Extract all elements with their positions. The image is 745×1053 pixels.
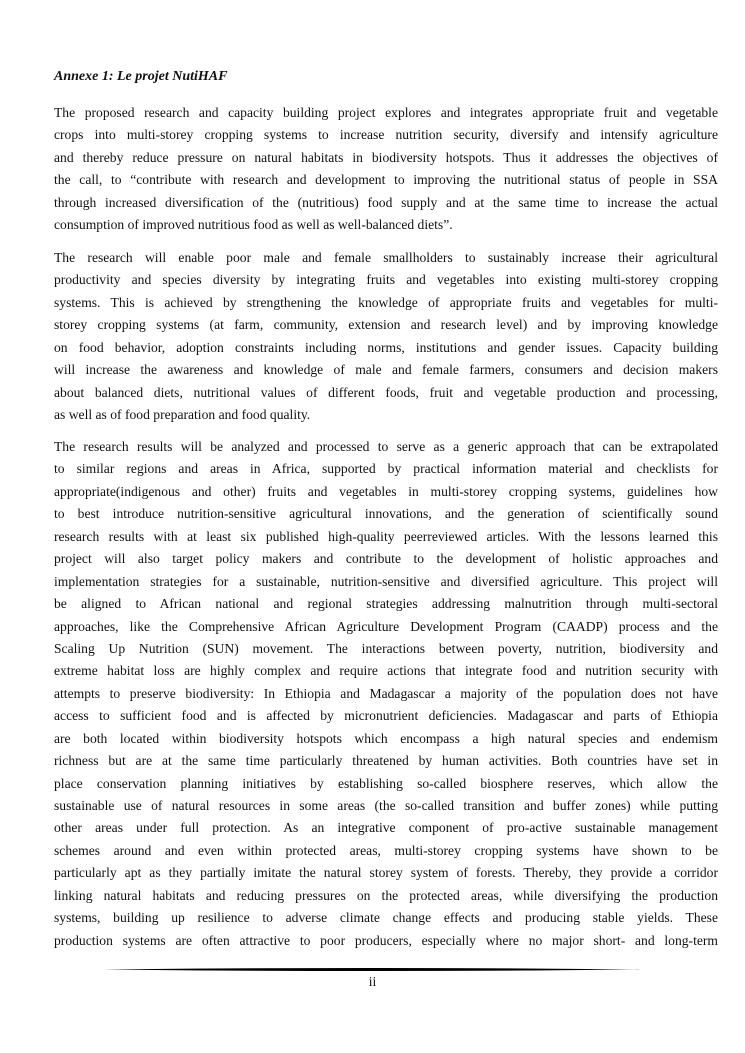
text-line: will increase the awareness and knowledge of male and female farmers, consumers and decision makers — [54, 362, 718, 378]
text-line: other areas under full protection. As an integrative component of pro-active sustainable management — [54, 820, 718, 836]
footer-divider — [103, 967, 641, 972]
text-line: production systems are often attractive to poor producers, especially where no major short- and long-term — [54, 932, 718, 948]
text-line: are both located within biodiversity hotspots which encompass a high natural species and endemism — [54, 730, 718, 746]
text-line: through increased diversification of the (nutritious) food supply and at the same time to increase the actual — [54, 194, 718, 210]
paragraph-2 — [54, 247, 718, 427]
text-line: systems. This is achieved by strengthening the knowledge of appropriate fruits and vegetables for multi- — [54, 294, 718, 310]
page-number: ii — [368, 974, 377, 989]
text-line: research results with at least six published high-quality peerreviewed articles. With the lessons learned this — [54, 528, 718, 544]
text-line: sustainable use of natural resources in some areas (the so-called transition and buffer zones) while putting — [54, 798, 718, 813]
text-line: place conservation planning initiatives by establishing so-called biosphere reserves, which allow the — [54, 775, 718, 791]
text-line: particularly apt as they partially imitate the natural storey system of forests. Thereby, they provide a corridor — [54, 865, 718, 881]
text-line: crops into multi-storey cropping systems to increase nutrition security, diversify and intensify agriculture — [54, 127, 718, 143]
text-line: extreme habitat loss are highly complex and require actions that integrate food and nutrition security with — [54, 663, 718, 679]
text-line: to best introduce nutrition-sensitive agricultural innovations, and the generation of scientifically sound — [54, 506, 718, 522]
text-line: about balanced diets, nutritional values of different foods, fruit and vegetable production and processing, — [54, 384, 718, 400]
text-line: to similar regions and areas in Africa, supported by practical information material and checklists for — [54, 461, 718, 477]
text-line: richness but are at the same time particularly threatened by human activities. Both countries have set in — [54, 753, 718, 769]
text-line: The research will enable poor male and female smallholders to sustainably increase their agricultural — [54, 250, 718, 265]
text-line: attempts to preserve biodiversity: In Ethiopia and Madagascar a majority of the population does not have — [54, 685, 718, 701]
text-line: The research results will be analyzed and processed to serve as a generic approach that can be extrapolated — [54, 439, 718, 454]
text-line: as well as of food preparation and food quality. — [54, 407, 311, 423]
text-line: schemes around and even within protected areas, multi-storey cropping systems have shown to be — [54, 842, 718, 858]
text-line: The proposed research and capacity building project explores and integrates appropriate fruit and vegetable — [54, 105, 718, 120]
text-line: project will also target policy makers and contribute to the development of holistic approaches and — [54, 551, 718, 567]
paragraph-3 — [54, 436, 718, 952]
text-line: appropriate(indigenous and other) fruits and vegetables in multi-storey cropping systems, guidelines how — [54, 483, 718, 499]
paragraph-1 — [54, 102, 718, 237]
text-line: the call, to “contribute with research and development to improving the nutritional status of people in SSA — [54, 172, 718, 188]
text-line: Scaling Up Nutrition (SUN) movement. The interactions between poverty, nutrition, biodiversity and — [54, 640, 718, 656]
text-line: be aligned to African national and regional strategies addressing malnutrition through multi-sectoral — [54, 596, 718, 612]
text-line: consumption of improved nutritious food as well as well-balanced diets”. — [54, 217, 453, 233]
text-line: on food behavior, adoption constraints including norms, institutions and gender issues. Capacity building — [54, 339, 718, 355]
text-line: implementation strategies for a sustainable, nutrition-sensitive and diversified agriculture. This project will — [54, 573, 718, 589]
annex-title: Annexe 1: Le projet NutiHAF — [54, 69, 228, 84]
text-line: storey cropping systems (at farm, community, extension and research level) and by improving knowledge — [54, 317, 718, 333]
text-line: approaches, like the Comprehensive African Agriculture Development Program (CAADP) process and the — [54, 618, 718, 634]
text-line: productivity and species diversity by integrating fruits and vegetables into existing multi-storey cropping — [54, 272, 718, 288]
text-line: systems, building up resilience to adverse climate change effects and producing stable yields. These — [54, 910, 718, 926]
text-line: linking natural habitats and reducing pressures on the protected areas, while diversifying the production — [54, 887, 718, 903]
text-line: and thereby reduce pressure on natural habitats in biodiversity hotspots. Thus it addresses the objectives of — [54, 149, 718, 165]
text-line: access to sufficient food and is affected by micronutrient deficiencies. Madagascar and parts of Ethiopia — [54, 708, 718, 724]
